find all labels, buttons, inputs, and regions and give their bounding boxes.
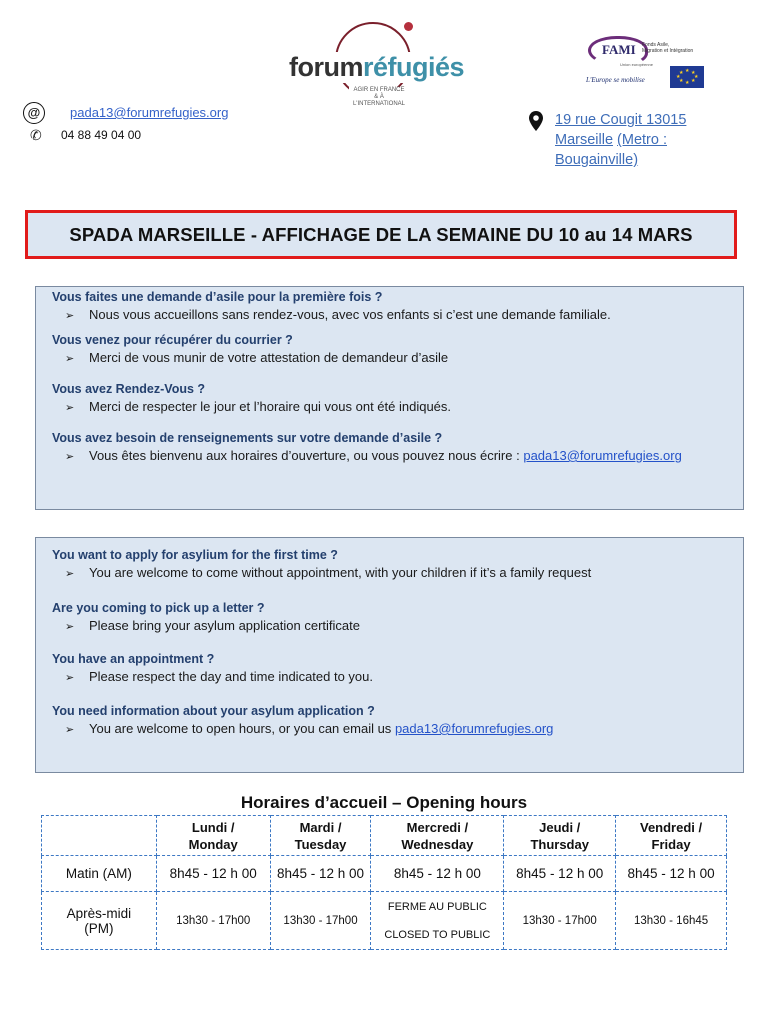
hours-cell: 8h45 - 12 h 00 [504,856,616,892]
contact-phone: 04 88 49 04 00 [61,128,142,142]
arrow-bullet-icon: ➢ [65,724,75,736]
fami-ue: Union européenne [620,62,653,67]
faq-item [52,601,743,633]
day-header-wednesday: Mercredi / Wednesday [371,816,504,856]
logo-tagline: AGIR EN FRANCE & À L'INTERNATIONAL [349,87,409,108]
arrow-bullet-icon: ➢ [65,310,75,322]
faq-answer: ➢ Merci de vous munir de votre attestation de demandeur d’asile [65,350,449,365]
eu-flag-icon: ★ ★ ★ ★ ★ ★ ★ ★ [670,66,704,88]
arrow-bullet-icon: ➢ [65,353,75,365]
arrow-bullet-icon: ➢ [65,451,75,463]
faq-answer: ➢ You are welcome to come without appointment, with your children if it’s a family request [65,565,592,580]
phone-icon: ✆ [30,127,42,143]
fami-name: FAMI [602,42,636,57]
email-link[interactable]: pada13@forumrefugies.org [394,721,554,736]
opening-hours-table [41,815,727,950]
hours-cell: 8h45 - 12 h 00 [270,856,371,892]
faq-answer: ➢ Nous vous accueillons sans rendez-vous, avec vos enfants si c’est une demande familiale. [65,307,611,322]
table-row [42,892,727,950]
contact-email-link[interactable]: pada13@forumrefugies.org [70,105,229,120]
hours-cell: 8h45 - 12 h 00 [371,856,504,892]
table-corner-cell [42,816,157,856]
arrow-bullet-icon: ➢ [65,672,75,684]
day-header-friday: Vendredi / Friday [616,816,727,856]
info-box-english [35,537,744,773]
arrow-bullet-icon: ➢ [65,402,75,414]
row-label-am: Matin (AM) [42,856,157,892]
faq-question: You want to apply for asylium for the first time ? [52,548,338,562]
faq-item [52,382,743,414]
faq-question: You need information about your asylum application ? [52,704,375,718]
at-sign-icon: @ [23,102,45,124]
hours-cell: 8h45 - 12 h 00 [616,856,727,892]
fami-eu-logo [586,36,704,88]
hours-cell: 13h30 - 17h00 [270,892,371,950]
logo-dot [404,22,413,31]
fami-slogan: L'Europe se mobilise [586,76,645,84]
faq-item [52,548,743,580]
faq-item [52,290,743,322]
row-label-pm: Après-midi (PM) [42,892,157,950]
title-banner [25,210,737,259]
table-header-row [42,816,727,856]
faq-answer: ➢ Please bring your asylum application certificate [65,618,360,633]
hours-cell: 8h45 - 12 h 00 [156,856,270,892]
fami-fund-name: Fonds Asile, Migration et Intégration [642,42,694,54]
faq-answer: ➢ Please respect the day and time indicated to you. [65,669,374,684]
closed-cell: FERME AU PUBLIC CLOSED TO PUBLIC [371,892,504,950]
info-box-french [35,286,744,510]
faq-answer: ➢ Vous êtes bienvenu aux horaires d’ouverture, ou vous pouvez nous écrire : pada13@forumrefugies.org [65,448,682,463]
logo-wordmark: forumréfugiés [289,52,465,82]
faq-item [52,431,743,463]
faq-item [52,652,743,684]
faq-item [52,333,743,365]
faq-answer: ➢ Merci de respecter le jour et l’horaire qui vous ont été indiqués. [65,399,452,414]
faq-item [52,704,743,736]
day-header-tuesday: Mardi / Tuesday [270,816,371,856]
faq-question: Vous venez pour récupérer du courrier ? [52,333,293,347]
arrow-bullet-icon: ➢ [65,568,75,580]
faq-answer: ➢ You are welcome to open hours, or you can email us pada13@forumrefugies.org [65,721,554,736]
faq-question: Are you coming to pick up a letter ? [52,601,265,615]
address[interactable]: 19 rue Cougit 13015 Marseille (Metro : Bougainville) [555,112,687,168]
hours-cell: 13h30 - 16h45 [616,892,727,950]
day-header-thursday: Jeudi / Thursday [504,816,616,856]
map-pin-icon [529,111,543,131]
page-title: SPADA MARSEILLE - AFFICHAGE DE LA SEMAINE DU 10 au 14 MARS [69,223,693,245]
faq-question: Vous avez Rendez-Vous ? [52,382,206,396]
hours-cell: 13h30 - 17h00 [156,892,270,950]
arrow-bullet-icon: ➢ [65,621,75,633]
table-row [42,856,727,892]
faq-question: You have an appointment ? [52,652,215,666]
faq-question: Vous avez besoin de renseignements sur votre demande d’asile ? [52,431,443,445]
hours-title: Horaires d’accueil – Opening hours [240,793,528,812]
hours-cell: 13h30 - 17h00 [504,892,616,950]
day-header-monday: Lundi / Monday [156,816,270,856]
email-link[interactable]: pada13@forumrefugies.org [523,448,682,463]
faq-question: Vous faites une demande d’asile pour la première fois ? [52,290,383,304]
forum-refugies-logo [287,22,482,107]
